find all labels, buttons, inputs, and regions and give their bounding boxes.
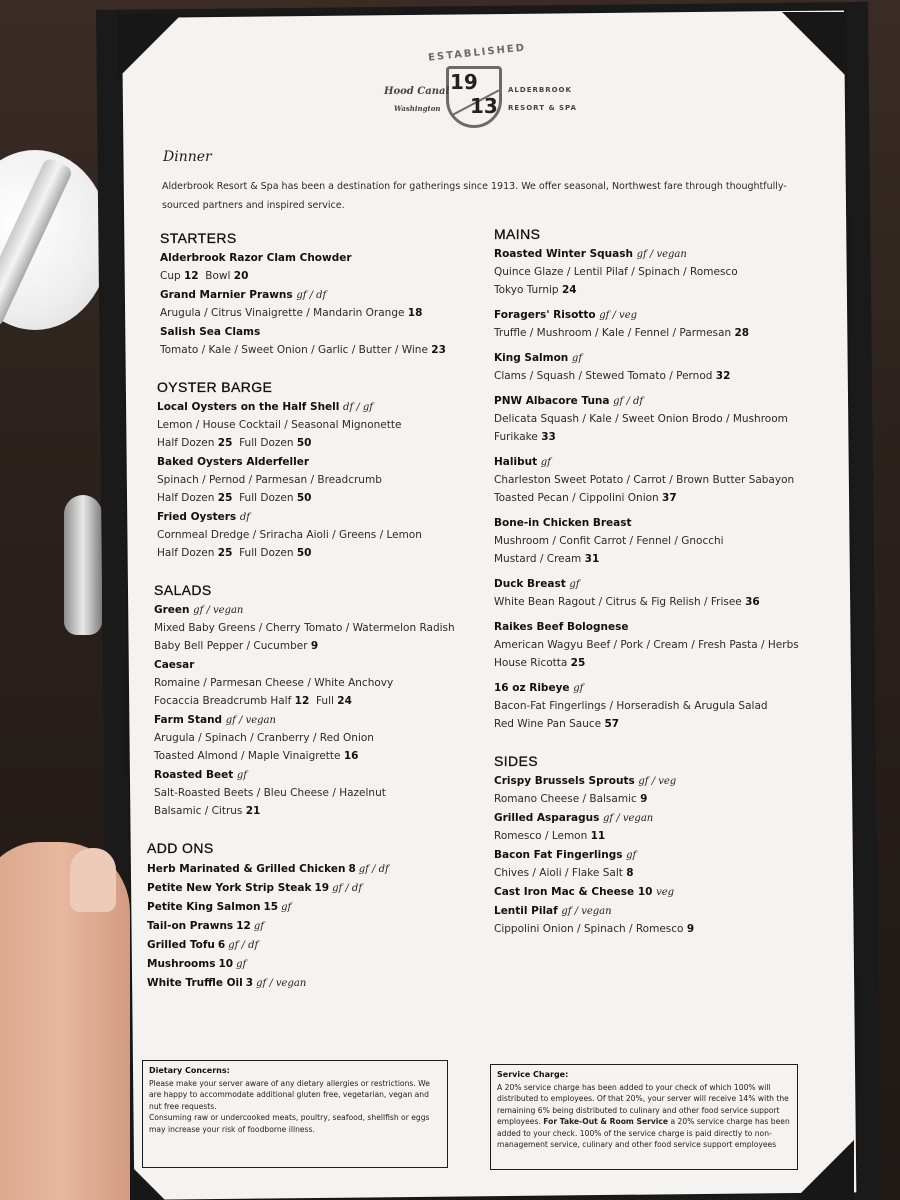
full-dozen-label: Full Dozen bbox=[239, 437, 294, 449]
item-size-label: Bowl bbox=[198, 270, 234, 282]
item-price: 8 bbox=[626, 867, 634, 879]
item-price: 19 bbox=[314, 882, 330, 894]
alderbrook-logo bbox=[380, 42, 580, 138]
salads-section bbox=[154, 582, 482, 820]
item-price: 24 bbox=[337, 695, 352, 707]
item-diet: df bbox=[239, 512, 250, 523]
add-on-item bbox=[147, 917, 482, 936]
item-price: 16 bbox=[343, 750, 359, 762]
item-name: Caesar bbox=[154, 659, 195, 671]
item-diet: gf / df bbox=[613, 396, 644, 407]
item-price: 28 bbox=[734, 327, 750, 339]
item-description: Toasted Pecan / Cippolini Onion bbox=[494, 492, 659, 504]
item-price: 21 bbox=[245, 805, 261, 817]
section-title-starters: STARTERS bbox=[160, 230, 237, 246]
item-price: 37 bbox=[662, 492, 677, 504]
half-dozen-label: Half Dozen bbox=[157, 437, 215, 449]
item-description: Baby Bell Pepper / Cucumber bbox=[154, 640, 308, 652]
item-description: White Bean Ragout / Citrus & Fig Relish / Frisee bbox=[494, 596, 742, 608]
sides-section bbox=[494, 753, 812, 938]
item-name: Crispy Brussels Sprouts bbox=[494, 775, 635, 787]
menu-item bbox=[154, 712, 482, 765]
item-name: Grilled Asparagus bbox=[494, 812, 600, 824]
menu-item bbox=[160, 324, 482, 359]
menu-item bbox=[494, 393, 812, 446]
item-diet: gf / vegan bbox=[603, 813, 654, 824]
item-name: King Salmon bbox=[494, 352, 569, 364]
item-description: Cornmeal Dredge / Sriracha Aioli / Greens / Lemon bbox=[157, 529, 422, 541]
menu-item bbox=[494, 903, 812, 938]
add-on-item bbox=[147, 898, 482, 917]
logo-hood-canal: Hood Canal bbox=[384, 86, 450, 97]
item-description: Romano Cheese / Balsamic bbox=[494, 793, 637, 805]
item-price: 9 bbox=[640, 793, 648, 805]
item-description: Tokyo Turnip bbox=[494, 284, 559, 296]
item-price: 57 bbox=[604, 718, 620, 730]
section-title-sides: SIDES bbox=[494, 753, 539, 769]
dietary-concerns-warning: Consuming raw or undercooked meats, poultry, seafood, shellfish or eggs may increase your risk of foodborne illness. bbox=[149, 1113, 430, 1134]
menu-item bbox=[494, 515, 812, 568]
add-on-item bbox=[147, 860, 482, 879]
add-ons-section bbox=[147, 840, 482, 993]
item-name: Herb Marinated & Grilled Chicken bbox=[147, 863, 346, 875]
menu-item bbox=[157, 399, 482, 452]
half-dozen-label: Half Dozen bbox=[157, 547, 215, 559]
menu-item bbox=[494, 246, 812, 299]
item-description: Focaccia Breadcrumb Half bbox=[154, 695, 292, 707]
item-description: Romaine / Parmesan Cheese / White Anchovy bbox=[154, 677, 394, 689]
item-name: Bacon Fat Fingerlings bbox=[494, 849, 623, 861]
item-name: Farm Stand bbox=[154, 714, 223, 726]
item-diet: gf / df bbox=[358, 864, 389, 875]
item-name: Duck Breast bbox=[494, 578, 566, 590]
item-diet: gf bbox=[236, 770, 247, 781]
menu-item bbox=[494, 680, 812, 733]
item-description: Charleston Sweet Potato / Carrot / Brown Butter Sabayon bbox=[494, 474, 795, 486]
menu-item bbox=[494, 307, 812, 342]
full-label: Full bbox=[315, 695, 334, 707]
item-name: Petite New York Strip Steak bbox=[147, 882, 312, 894]
item-description: Romesco / Lemon bbox=[494, 830, 588, 842]
item-size-label: Cup bbox=[160, 270, 184, 282]
item-name: Petite King Salmon bbox=[147, 901, 261, 913]
menu-item bbox=[160, 287, 482, 322]
item-name: Foragers' Risotto bbox=[494, 309, 596, 321]
add-on-item bbox=[147, 955, 482, 974]
add-on-item bbox=[147, 974, 482, 993]
item-name: Green bbox=[154, 604, 190, 616]
item-price: 10 bbox=[637, 886, 653, 898]
dietary-concerns-text: Please make your server aware of any dietary allergies or restrictions. We are happy to accommodate additional gluten free, vegetarian, vegan and nut free requests. bbox=[149, 1078, 430, 1111]
item-price: 3 bbox=[245, 977, 254, 989]
item-description: Furikake bbox=[494, 431, 538, 443]
service-charge-box bbox=[490, 1064, 798, 1170]
left-column bbox=[147, 230, 482, 993]
service-charge-title: Service Charge: bbox=[497, 1070, 569, 1079]
item-diet: gf / vegan bbox=[225, 715, 276, 726]
item-price: 8 bbox=[348, 863, 356, 875]
item-diet: gf bbox=[626, 850, 637, 861]
item-diet: gf bbox=[236, 959, 247, 970]
item-name: Grand Marnier Prawns bbox=[160, 289, 293, 301]
item-price: 15 bbox=[263, 901, 279, 913]
service-charge-text-2: a 20% service charge has been added to your check. 100% of the service charge is paid directly to non-management service, culinary and other food service support employees bbox=[497, 1117, 790, 1149]
item-name: Tail-on Prawns bbox=[147, 920, 234, 932]
item-description: Mixed Baby Greens / Cherry Tomato / Watermelon Radish bbox=[154, 622, 455, 634]
item-name: Fried Oysters bbox=[157, 511, 237, 523]
thumb bbox=[70, 848, 116, 912]
item-price: 12 bbox=[236, 920, 251, 932]
item-description: House Ricotta bbox=[494, 657, 568, 669]
item-description: Mustard / Cream bbox=[494, 553, 582, 565]
item-description: Delicata Squash / Kale / Sweet Onion Brodo / Mushroom bbox=[494, 413, 788, 425]
item-name: Raikes Beef Bolognese bbox=[494, 621, 629, 633]
item-diet: gf / vegan bbox=[561, 906, 612, 917]
item-price: 12 bbox=[294, 695, 310, 707]
item-diet: gf bbox=[571, 353, 583, 364]
item-price: 12 bbox=[184, 270, 199, 282]
item-diet: gf bbox=[540, 457, 551, 468]
starters-section bbox=[160, 230, 482, 359]
menu-item bbox=[494, 884, 812, 901]
service-charge-text bbox=[497, 1082, 791, 1151]
add-on-item bbox=[147, 879, 482, 898]
dietary-concerns-title: Dietary Concerns: bbox=[149, 1066, 230, 1075]
item-diet: gf / vegan bbox=[636, 249, 687, 260]
item-price: 31 bbox=[584, 553, 600, 565]
item-name: PNW Albacore Tuna bbox=[494, 395, 610, 407]
item-description: Bacon-Fat Fingerlings / Horseradish & Arugula Salad bbox=[494, 700, 768, 712]
item-description: Arugula / Spinach / Cranberry / Red Onion bbox=[154, 732, 374, 744]
spoon bbox=[64, 495, 102, 635]
item-name: Halibut bbox=[494, 456, 538, 468]
menu-item bbox=[157, 454, 482, 507]
menu-item bbox=[154, 602, 482, 655]
item-description: Cippolini Onion / Spinach / Romesco bbox=[494, 923, 684, 935]
section-title-add-ons: ADD ONS bbox=[147, 840, 214, 856]
item-description: Mushroom / Confit Carrot / Fennel / Gnocchi bbox=[494, 535, 724, 547]
item-diet: veg bbox=[656, 887, 675, 898]
item-description: American Wagyu Beef / Pork / Cream / Fresh Pasta / Herbs bbox=[494, 639, 799, 651]
item-diet: gf bbox=[281, 902, 292, 913]
logo-resort-spa: RESORT & SPA bbox=[508, 104, 577, 112]
item-price: 33 bbox=[541, 431, 556, 443]
menu-item bbox=[494, 810, 812, 845]
item-price: 18 bbox=[407, 307, 423, 319]
section-title-salads: SALADS bbox=[154, 582, 212, 598]
menu-item bbox=[157, 509, 482, 562]
menu-item bbox=[494, 773, 812, 808]
menu-item bbox=[494, 350, 812, 385]
item-name: 16 oz Ribeye bbox=[494, 682, 570, 694]
item-diet: gf / veg bbox=[638, 776, 677, 787]
item-price: 50 bbox=[296, 492, 312, 504]
service-charge-takeout: For Take-Out & Room Service bbox=[543, 1117, 669, 1126]
item-price: 32 bbox=[715, 370, 731, 382]
logo-year-bottom: 13 bbox=[470, 94, 498, 118]
item-description: Toasted Almond / Maple Vinaigrette bbox=[154, 750, 341, 762]
item-name: Cast Iron Mac & Cheese bbox=[494, 886, 635, 898]
menu-item bbox=[154, 657, 482, 710]
item-description: Quince Glaze / Lentil Pilaf / Spinach / Romesco bbox=[494, 266, 738, 278]
item-diet: gf bbox=[569, 579, 580, 590]
oyster-barge-section bbox=[157, 379, 482, 562]
item-description: Chives / Aioli / Flake Salt bbox=[494, 867, 623, 879]
item-name: Roasted Beet bbox=[154, 769, 234, 781]
menu-item bbox=[494, 619, 812, 672]
item-price: 11 bbox=[590, 830, 606, 842]
menu-item bbox=[160, 250, 482, 285]
item-price: 20 bbox=[233, 270, 249, 282]
item-diet: gf / vegan bbox=[193, 605, 244, 616]
item-price: 10 bbox=[218, 958, 234, 970]
item-price: 36 bbox=[745, 596, 760, 608]
full-dozen-label: Full Dozen bbox=[239, 492, 294, 504]
item-name: Grilled Tofu bbox=[147, 939, 215, 951]
menu-item bbox=[494, 847, 812, 882]
item-name: Baked Oysters Alderfeller bbox=[157, 456, 310, 468]
menu-title: Dinner bbox=[163, 149, 212, 165]
item-price: 50 bbox=[296, 437, 312, 449]
item-name: Lentil Pilaf bbox=[494, 905, 558, 917]
dietary-concerns-box bbox=[142, 1060, 448, 1168]
item-price: 25 bbox=[570, 657, 586, 669]
item-diet: df / gf bbox=[343, 402, 373, 413]
item-description: Arugula / Citrus Vinaigrette / Mandarin Orange bbox=[160, 307, 405, 319]
logo-alderbrook: ALDERBROOK bbox=[508, 86, 572, 94]
menu-item bbox=[154, 767, 482, 820]
item-diet: gf / veg bbox=[599, 310, 638, 321]
logo-year-top: 19 bbox=[450, 70, 478, 94]
item-description: Clams / Squash / Stewed Tomato / Pernod bbox=[494, 370, 713, 382]
right-column bbox=[492, 226, 812, 940]
item-name: Local Oysters on the Half Shell bbox=[157, 401, 340, 413]
item-price: 25 bbox=[217, 547, 233, 559]
add-on-item bbox=[147, 936, 482, 955]
item-price: 25 bbox=[217, 437, 233, 449]
item-name: Mushrooms bbox=[147, 958, 216, 970]
menu-item bbox=[494, 454, 812, 507]
item-description: Tomato / Kale / Sweet Onion / Garlic / Butter / Wine bbox=[160, 344, 428, 356]
item-price: 6 bbox=[217, 939, 226, 951]
item-name: Bone-in Chicken Breast bbox=[494, 517, 632, 529]
item-price: 50 bbox=[296, 547, 312, 559]
item-diet: gf bbox=[573, 683, 584, 694]
item-diet: gf / vegan bbox=[256, 978, 307, 989]
item-name: White Truffle Oil bbox=[147, 977, 243, 989]
menu-item bbox=[494, 576, 812, 611]
service-charge-text-1: A 20% service charge has been added to your check of which 100% will distributed to employees. Of that 20%, your server will receive 14% with the remaining 6% being distributed to culinary and other food service support employees. bbox=[497, 1082, 789, 1126]
item-description: Spinach / Pernod / Parmesan / Breadcrumb bbox=[157, 474, 382, 486]
item-price: 9 bbox=[310, 640, 319, 652]
item-price: 23 bbox=[431, 344, 446, 356]
logo-washington: Washington bbox=[394, 104, 441, 113]
menu-intro: Alderbrook Resort & Spa has been a destination for gatherings since 1913. We offer seasonal, Northwest fare through thoughtfully-sourced partners and inspired service. bbox=[162, 181, 787, 211]
item-diet: gf / df bbox=[332, 883, 363, 894]
logo-established: ESTABLISHED bbox=[427, 42, 527, 64]
item-description: Truffle / Mushroom / Kale / Fennel / Parmesan bbox=[494, 327, 732, 339]
item-diet: gf bbox=[253, 921, 264, 932]
item-name: Roasted Winter Squash bbox=[494, 248, 633, 260]
item-name: Alderbrook Razor Clam Chowder bbox=[160, 252, 352, 264]
full-dozen-label: Full Dozen bbox=[239, 547, 294, 559]
item-description: Balsamic / Citrus bbox=[154, 805, 243, 817]
section-title-oyster-barge: OYSTER BARGE bbox=[157, 379, 273, 395]
item-diet: gf / df bbox=[296, 290, 327, 301]
item-description: Lemon / House Cocktail / Seasonal Mignonette bbox=[157, 419, 402, 431]
item-diet: gf / df bbox=[228, 940, 259, 951]
half-dozen-label: Half Dozen bbox=[157, 492, 215, 504]
item-description: Salt-Roasted Beets / Bleu Cheese / Hazelnut bbox=[154, 787, 386, 799]
item-description: Red Wine Pan Sauce bbox=[494, 718, 602, 730]
item-price: 24 bbox=[561, 284, 577, 296]
section-title-mains: MAINS bbox=[494, 226, 541, 242]
item-price: 9 bbox=[686, 923, 695, 935]
mains-section bbox=[494, 226, 812, 733]
item-name: Salish Sea Clams bbox=[160, 326, 261, 338]
item-price: 25 bbox=[217, 492, 233, 504]
